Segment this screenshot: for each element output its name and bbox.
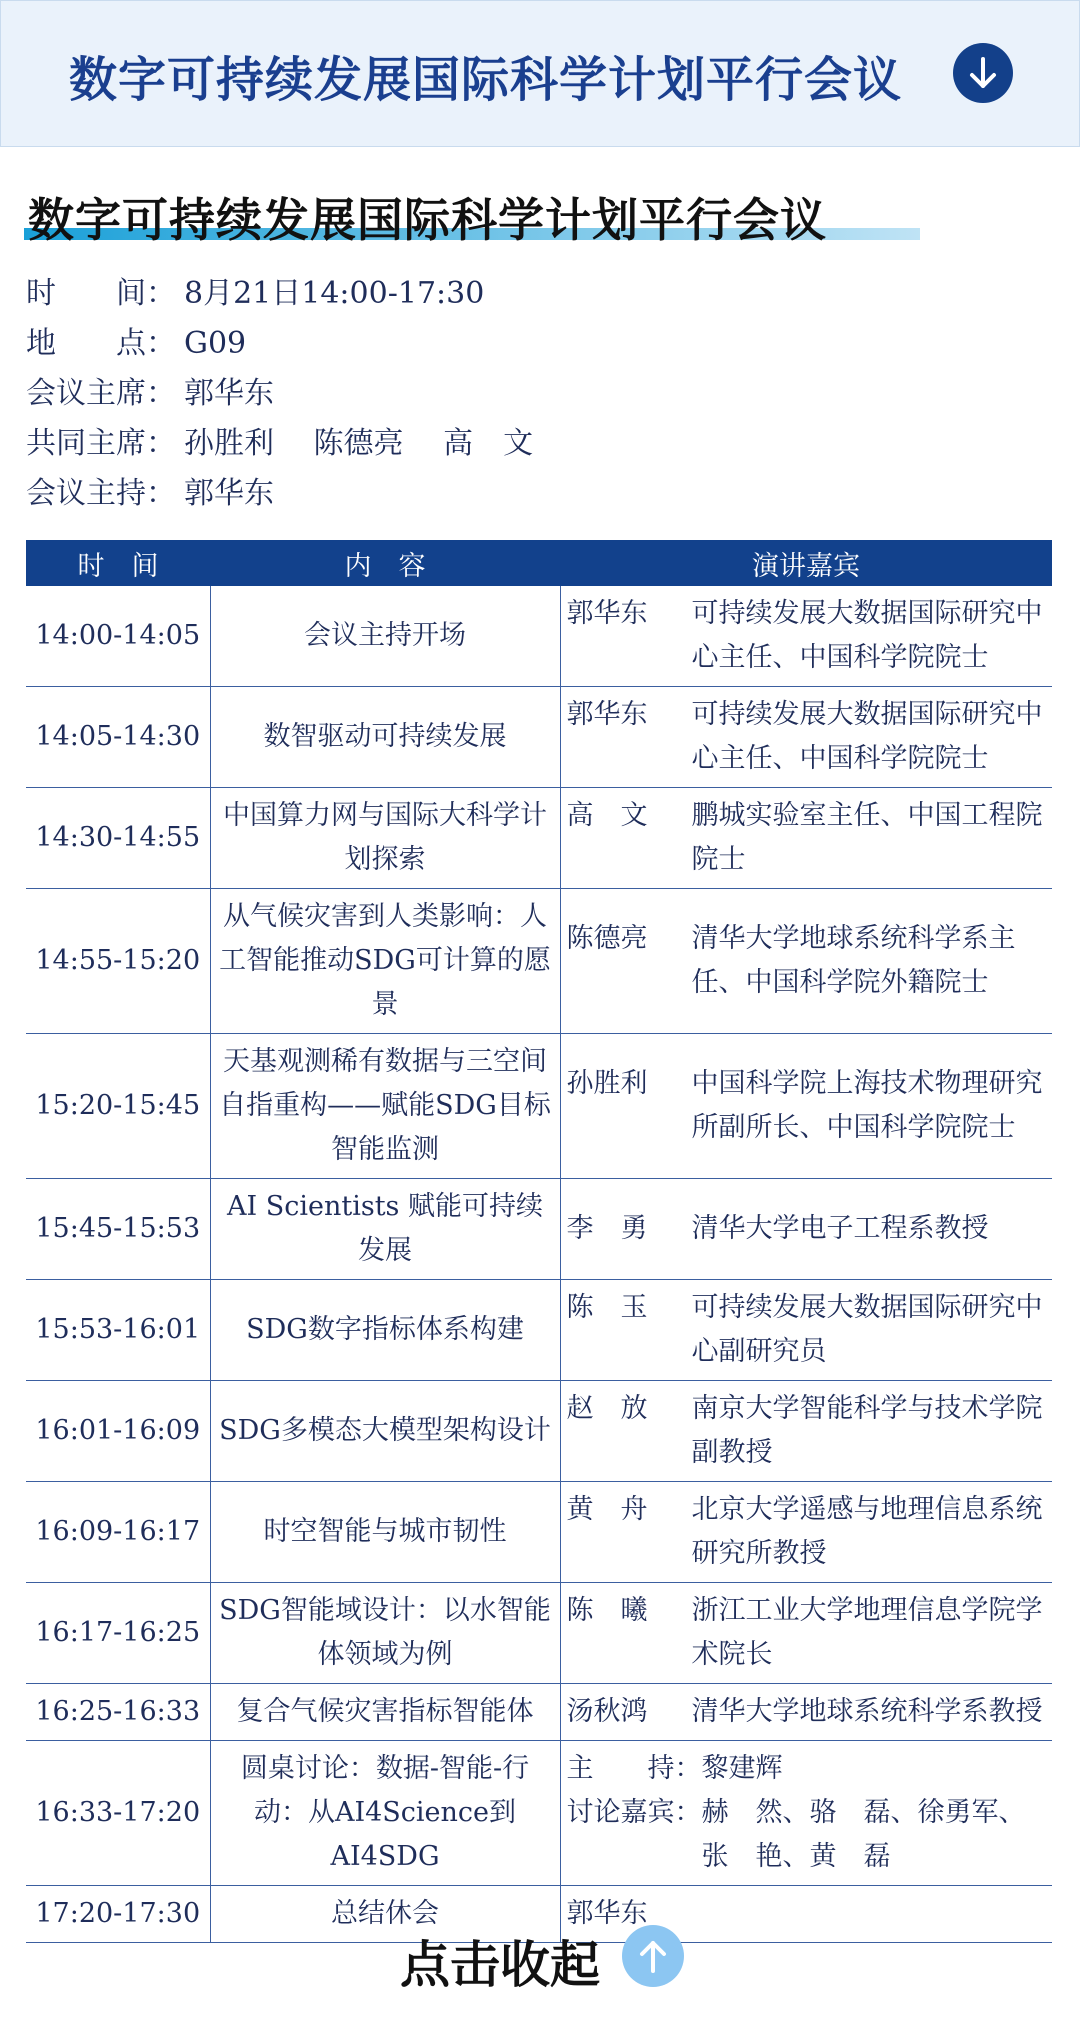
- speaker-name: 郭华东: [566, 699, 648, 730]
- table-row: [26, 1034, 1052, 1179]
- collapse-label[interactable]: 点击收起: [400, 1936, 600, 1994]
- speaker-name: 孙胜利: [566, 1068, 648, 1099]
- schedule-table: [26, 540, 1052, 1943]
- session-time: 14:30-14:55: [26, 788, 210, 889]
- session-time: 16:09-16:17: [26, 1482, 210, 1583]
- speaker-title: 清华大学地球系统科学系教授: [691, 1696, 1043, 1727]
- session-topic: 数智驱动可持续发展: [210, 687, 560, 788]
- session-speaker: [560, 1280, 1052, 1381]
- session-time: 14:00-14:05: [26, 586, 210, 687]
- host-label: 主 持：: [566, 1753, 702, 1784]
- speaker-name: 陈 曦: [566, 1595, 648, 1626]
- info-value: G09: [184, 326, 247, 361]
- info-value: 郭华东: [184, 476, 274, 511]
- session-topic: 时空智能与城市韧性: [210, 1482, 560, 1583]
- session-speaker: [560, 586, 1052, 687]
- page-title: 数字可持续发展国际科学计划平行会议: [28, 193, 827, 247]
- session-topic: SDG智能域设计：以水智能体领域为例: [210, 1583, 560, 1684]
- session-time: 14:05-14:30: [26, 687, 210, 788]
- info-time: [26, 268, 533, 318]
- session-time: 15:20-15:45: [26, 1034, 210, 1179]
- info-label: 会议主席：: [26, 376, 176, 411]
- speaker-title: 鹏城实验室主任、中国工程院院士: [691, 800, 1043, 875]
- info-chair: [26, 368, 533, 418]
- info-value: 8月21日14:00-17:30: [184, 276, 485, 311]
- session-topic: 总结休会: [210, 1886, 560, 1943]
- session-topic: AI Scientists 赋能可持续发展: [210, 1179, 560, 1280]
- info-co-chairs: [26, 418, 533, 468]
- speaker-name: 李 勇: [566, 1213, 648, 1244]
- table-row: [26, 1482, 1052, 1583]
- speaker-title: 南京大学智能科学与技术学院副教授: [691, 1393, 1043, 1468]
- session-topic: 天基观测稀有数据与三空间自指重构——赋能SDG目标智能监测: [210, 1034, 560, 1179]
- roundtable-guests-line: [567, 1791, 1047, 1879]
- info-value: 郭华东: [184, 376, 274, 411]
- table-row: [26, 1684, 1052, 1741]
- speaker-title: 可持续发展大数据国际研究中心主任、中国科学院院士: [691, 699, 1043, 774]
- table-row: [26, 1741, 1052, 1886]
- speaker-title: 北京大学遥感与地理信息系统研究所教授: [691, 1494, 1043, 1569]
- session-speaker: [560, 788, 1052, 889]
- session-speaker: [560, 687, 1052, 788]
- session-time: 14:55-15:20: [26, 889, 210, 1034]
- info-label: 共同主席：: [26, 426, 176, 461]
- table-row: [26, 1179, 1052, 1280]
- speaker-name: 陈 玉: [566, 1292, 648, 1323]
- table-row: [26, 687, 1052, 788]
- speaker-title: 浙江工业大学地理信息学院学术院长: [691, 1595, 1043, 1670]
- table-row: [26, 1381, 1052, 1482]
- meeting-info: [26, 268, 533, 518]
- arrow-down-circle-icon[interactable]: [953, 43, 1013, 103]
- session-speaker: [560, 1034, 1052, 1179]
- guest-names: 赫 然、骆 磊、徐勇军、张 艳、黄 磊: [701, 1797, 1026, 1872]
- session-speaker: [560, 1482, 1052, 1583]
- table-row: [26, 586, 1052, 687]
- session-time: 15:45-15:53: [26, 1179, 210, 1280]
- header-time: 时 间: [26, 540, 210, 586]
- session-speaker: [560, 1179, 1052, 1280]
- header-content: 内 容: [210, 540, 560, 586]
- host-name: 黎建辉: [701, 1753, 783, 1784]
- arrow-up-circle-icon[interactable]: [622, 1925, 684, 1987]
- session-speaker: [560, 889, 1052, 1034]
- speaker-name: 郭华东: [566, 1898, 648, 1929]
- table-row: [26, 1583, 1052, 1684]
- table-row: [26, 1280, 1052, 1381]
- roundtable-host-line: [567, 1747, 1047, 1791]
- session-topic: 复合气候灾害指标智能体: [210, 1684, 560, 1741]
- session-time: 16:33-17:20: [26, 1741, 210, 1886]
- session-speaker: [560, 1583, 1052, 1684]
- info-host: [26, 468, 533, 518]
- session-topic: SDG多模态大模型架构设计: [210, 1381, 560, 1482]
- session-time: 15:53-16:01: [26, 1280, 210, 1381]
- speaker-title: [692, 1892, 1047, 1936]
- table-row: [26, 788, 1052, 889]
- header-speaker: 演讲嘉宾: [560, 540, 1052, 586]
- session-speaker: [560, 1684, 1052, 1741]
- session-speaker: [560, 1741, 1052, 1886]
- info-label: 会议主持：: [26, 476, 176, 511]
- speaker-title: 清华大学地球系统科学系主任、中国科学院外籍院士: [691, 923, 1016, 998]
- session-topic: SDG数字指标体系构建: [210, 1280, 560, 1381]
- session-time: 16:17-16:25: [26, 1583, 210, 1684]
- session-time: 16:25-16:33: [26, 1684, 210, 1741]
- info-value: 孙胜利 陈德亮 高 文: [184, 426, 534, 461]
- session-topic: 从气候灾害到人类影响：人工智能推动SDG可计算的愿景: [210, 889, 560, 1034]
- speaker-name: 高 文: [566, 800, 648, 831]
- table-header: [26, 540, 1052, 586]
- info-label: 时 间：: [26, 276, 176, 311]
- speaker-name: 黄 舟: [566, 1494, 648, 1525]
- session-time: 17:20-17:30: [26, 1886, 210, 1943]
- speaker-title: 中国科学院上海技术物理研究所副所长、中国科学院院士: [691, 1068, 1043, 1143]
- speaker-title: 可持续发展大数据国际研究中心主任、中国科学院院士: [691, 598, 1043, 673]
- info-location: [26, 318, 533, 368]
- session-topic: 会议主持开场: [210, 586, 560, 687]
- table-row: [26, 889, 1052, 1034]
- session-topic: 中国算力网与国际大科学计划探索: [210, 788, 560, 889]
- speaker-title: 清华大学电子工程系教授: [691, 1213, 989, 1244]
- speaker-name: 汤秋鸿: [566, 1696, 648, 1727]
- speaker-name: 郭华东: [566, 598, 648, 629]
- speaker-name: 赵 放: [566, 1393, 648, 1424]
- session-topic: 圆桌讨论：数据-智能-行动：从AI4Science到AI4SDG: [210, 1741, 560, 1886]
- speaker-title: 可持续发展大数据国际研究中心副研究员: [691, 1292, 1043, 1367]
- top-banner[interactable]: [0, 0, 1080, 147]
- speaker-name: 陈德亮: [566, 923, 648, 954]
- banner-title: 数字可持续发展国际科学计划平行会议: [69, 52, 903, 108]
- session-time: 16:01-16:09: [26, 1381, 210, 1482]
- session-speaker: [560, 1381, 1052, 1482]
- guest-label: 讨论嘉宾：: [566, 1797, 702, 1828]
- info-label: 地 点：: [26, 326, 176, 361]
